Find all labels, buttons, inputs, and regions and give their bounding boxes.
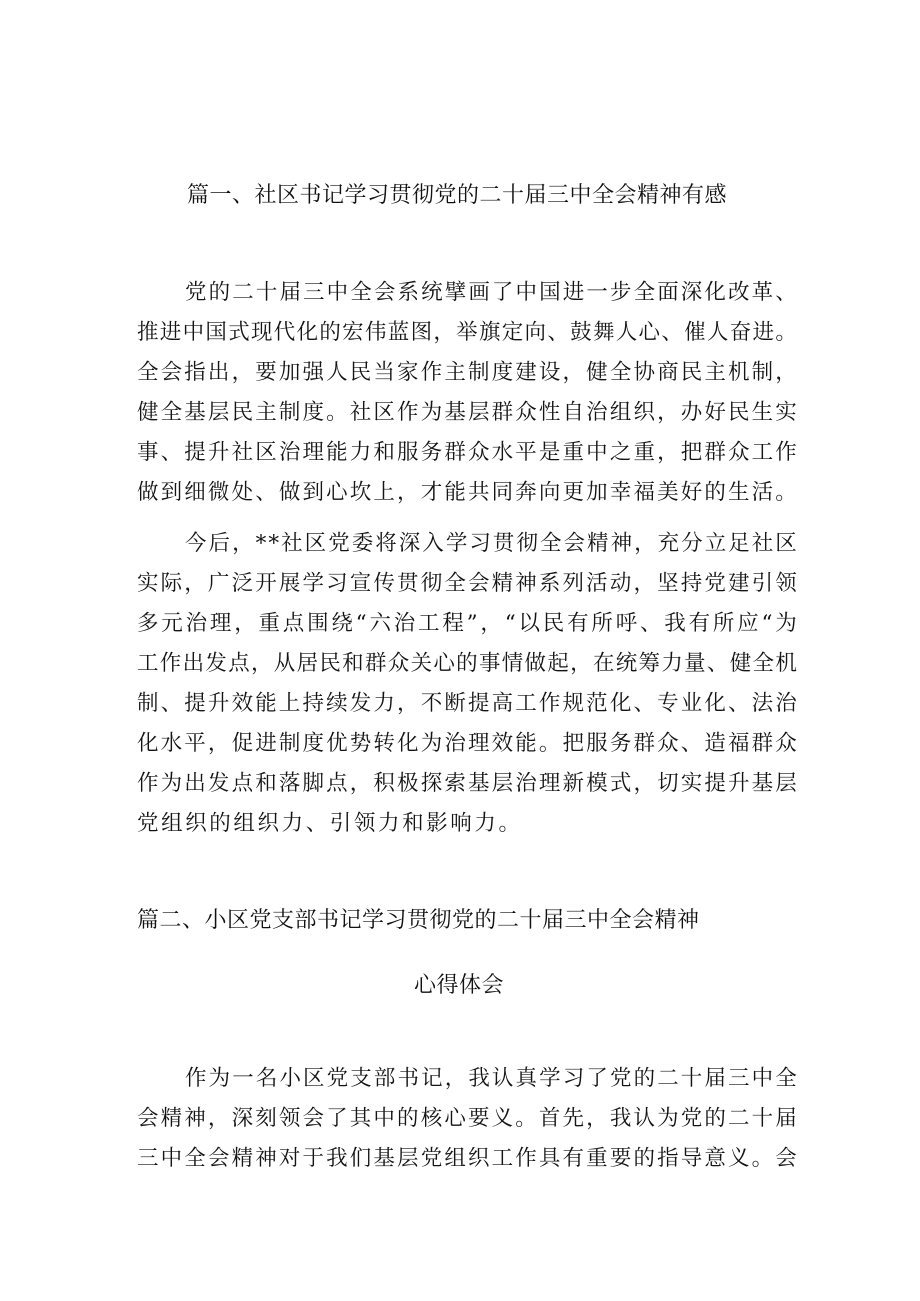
paragraph-line: 党组织的组织力、引领力和影响力。	[137, 811, 523, 836]
section-2-title-line-2: 心得体会	[414, 973, 505, 998]
paragraph-line: 多 元 治 理 ， 重 点 围 绕 “ 六 治 工 程 ” ， “ 以 民 有 所 呼 、 我 有 所 应 “ 为	[137, 611, 797, 636]
paragraph-line: 党 的 二 十 届 三 中 全 会 系 统 擘 画 了 中 国 进 一 步 全 面 深 化 改 革 、	[185, 280, 797, 305]
paragraph-line: 三 中 全 会 精 神 对 于 我 们 基 层 党 组 织 工 作 具 有 重 要 的 指 导 意 义 。 会	[137, 1146, 797, 1171]
section-2-title-line-1: 篇二、小区党支部书记学习贯彻党的二十届三中全会精神	[137, 908, 700, 933]
section-2-paragraph-1	[137, 1059, 797, 1179]
paragraph-line: 全 会 指 出 ， 要 加 强 人 民 当 家 作 主 制 度 建 设 ， 健 全 协 商 民 主 机 制 ，	[137, 360, 797, 385]
paragraph-line: 制 、 提 升 效 能 上 持 续 发 力 ， 不 断 提 高 工 作 规 范 化 、 专 业 化 、 法 治	[137, 691, 797, 716]
paragraph-line: 推 进 中 国 式 现 代 化 的 宏 伟 蓝 图 ， 举 旗 定 向 、 鼓 舞 人 心 、 催 人 奋 进 。	[137, 320, 797, 345]
paragraph-line: 健 全 基 层 民 主 制 度 。 社 区 作 为 基 层 群 众 性 自 治 组 织 ， 办 好 民 生 实	[137, 400, 797, 425]
paragraph-line: 事 、 提 升 社 区 治 理 能 力 和 服 务 群 众 水 平 是 重 中 之 重 ， 把 群 众 工 作	[137, 440, 797, 465]
paragraph-line: 作 为 一 名 小 区 党 支 部 书 记 ， 我 认 真 学 习 了 党 的 二 十 届 三 中 全	[185, 1066, 797, 1091]
section-1-paragraph-1	[137, 273, 797, 513]
section-1-paragraph-2	[137, 524, 797, 844]
paragraph-line: 实 际 ， 广 泛 开 展 学 习 宣 传 贯 彻 全 会 精 神 系 列 活 动 ， 坚 持 党 建 引 领	[137, 571, 797, 596]
paragraph-line: 作 为 出 发 点 和 落 脚 点 ， 积 极 探 索 基 层 治 理 新 模 式 ， 切 实 提 升 基 层	[137, 771, 797, 796]
section-1-title: 篇一、社区书记学习贯彻党的二十届三中全会精神有感	[187, 183, 728, 208]
paragraph-line: 会 精 神 ， 深 刻 领 会 了 其 中 的 核 心 要 义 。 首 先 ， 我 认 为 党 的 二 十 届	[137, 1106, 797, 1131]
paragraph-line: 化 水 平 ， 促 进 制 度 优 势 转 化 为 治 理 效 能 。 把 服 务 群 众 、 造 福 群 众	[137, 731, 797, 756]
paragraph-line: 今 后 ， * * 社 区 党 委 将 深 入 学 习 贯 彻 全 会 精 神 ， 充 分 立 足 社 区	[185, 531, 797, 556]
paragraph-line: 工 作 出 发 点 ， 从 居 民 和 群 众 关 心 的 事 情 做 起 ， 在 统 筹 力 量 、 健 全 机	[137, 651, 797, 676]
paragraph-line: 做 到 细 微 处 、 做 到 心 坎 上 ， 才 能 共 同 奔 向 更 加 幸 福 美 好 的 生 活 。	[137, 480, 797, 505]
